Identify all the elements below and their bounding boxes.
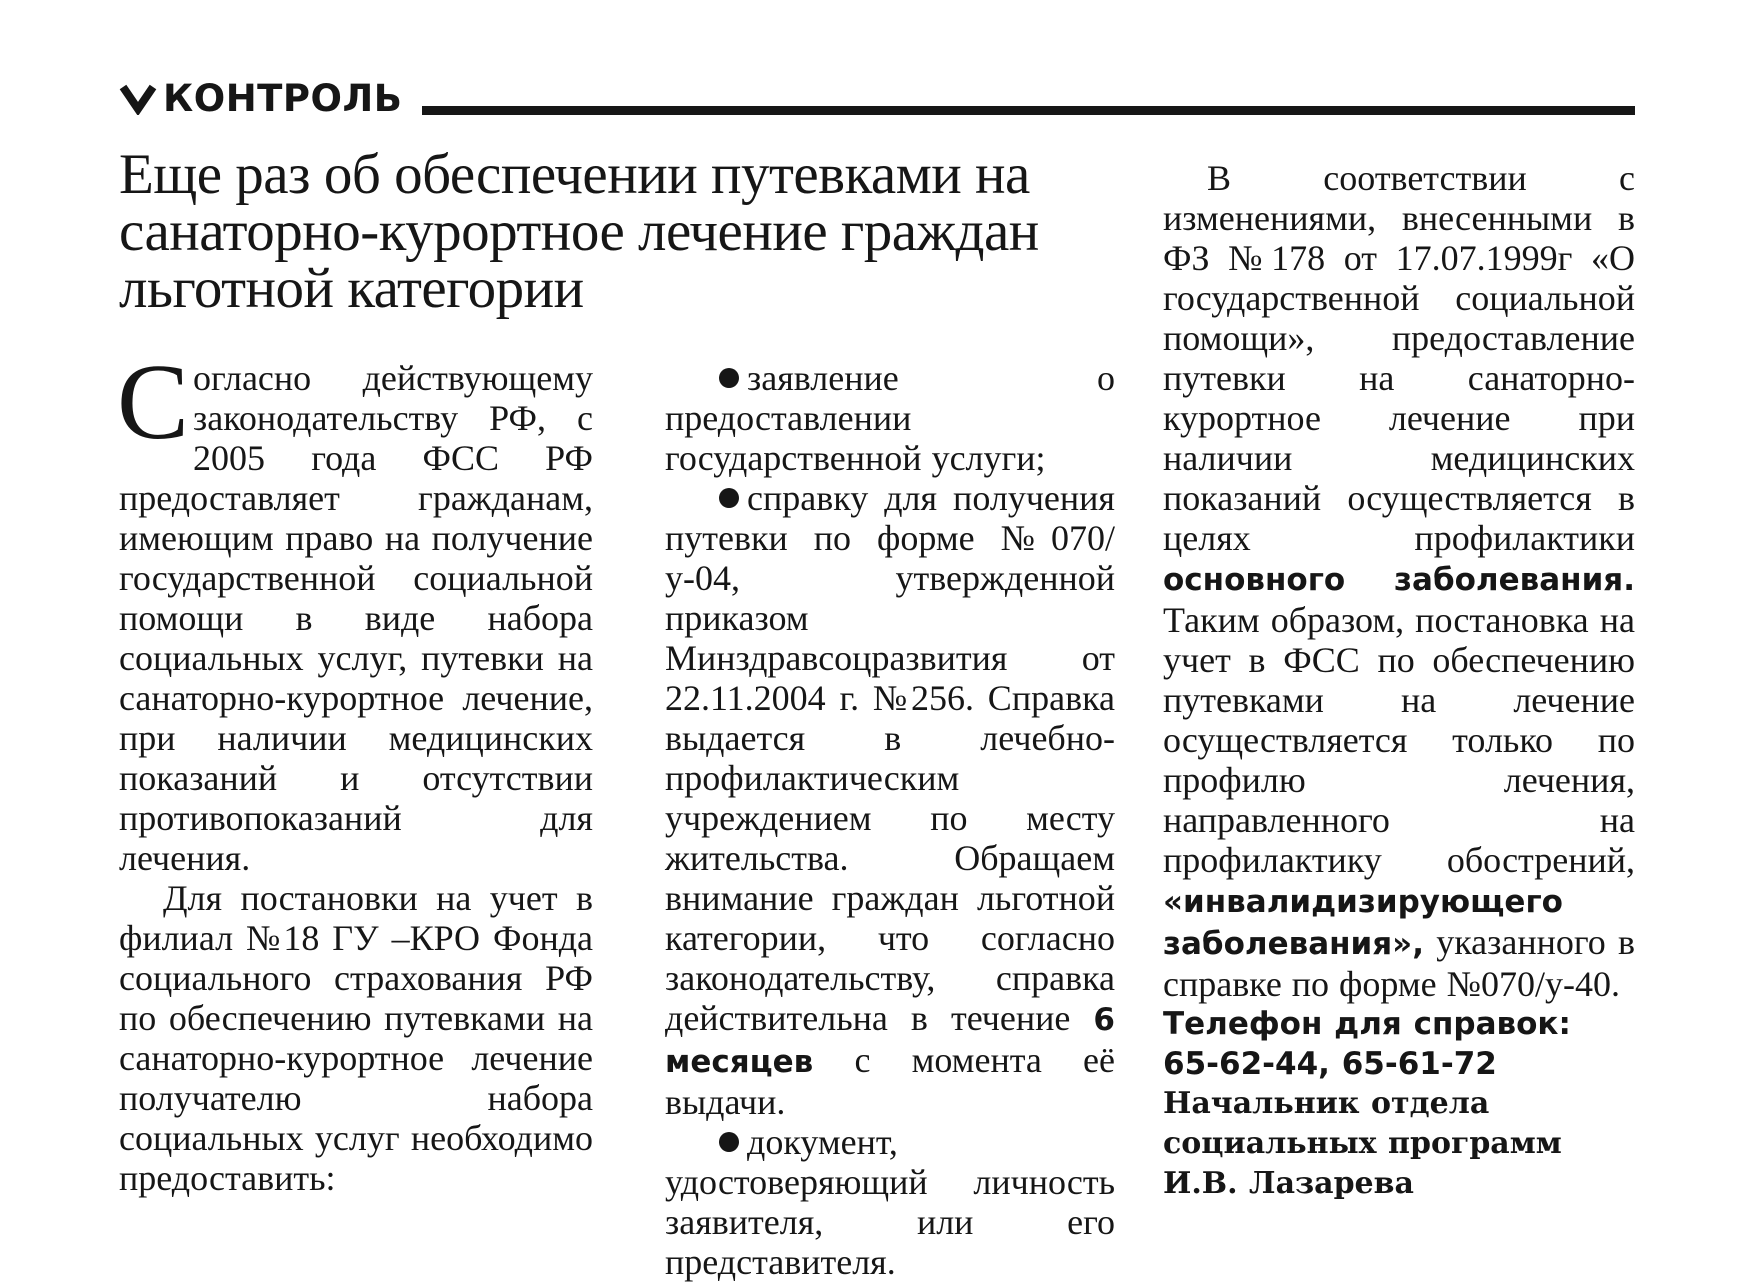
rubric-label: КОНТРОЛЬ [163, 77, 403, 120]
article-headline: Еще раз об обеспечении путевками на санаторно-курортное лечение граждан льготной категории [119, 143, 1039, 320]
signer-title-2: социальных программ [1163, 1126, 1562, 1161]
list-item-text: с момента её выдачи. [665, 1040, 1115, 1122]
section-rubric [119, 74, 402, 124]
chevron-down-icon [119, 83, 157, 115]
intro-text: огласно действующему законодательству РФ, с 2005 года ФСС РФ предоставляет гражданам, имеющим право на получение государственной социальной помощи в виде набора социальных услуг, путевки на санаторно-курортное лечение, при наличии медицинских показаний и отсутствии противопоказаний для лечения. [119, 358, 593, 878]
list-item [665, 358, 1115, 478]
list-item [665, 478, 1115, 1122]
bullet-icon [719, 1132, 739, 1152]
signer-title-1: Начальник отдела [1163, 1086, 1490, 1121]
column-1 [117, 343, 593, 1198]
column-3 [1163, 158, 1635, 1204]
emphasis: основного заболевания. [1163, 562, 1635, 598]
text-run: В соответствии с изменениями, внесенными в ФЗ №178 от 17.07.1999г «О государственной социальной помощи», предоставление путевки на санаторно-курортное лечение при наличии медицинских показаний осуществляется в целях профилактики [1163, 158, 1635, 558]
bullet-icon [719, 368, 739, 388]
emphasis: «инвалидизирующего заболевания», [1163, 884, 1563, 962]
column-2 [665, 358, 1115, 1282]
paragraph-changes [1163, 158, 1635, 1004]
paragraph-intro [117, 343, 593, 878]
list-item [665, 1122, 1115, 1282]
text-run: указанного в справке по форме №070/у-40. [1163, 922, 1635, 1004]
phone-label: Телефон для справок: [1163, 1006, 1571, 1042]
validity-period: 6 месяцев [665, 1002, 1115, 1080]
bullet-icon [719, 488, 739, 508]
text-run: Таким образом, постановка на учет в ФСС по обеспечению путевками на лечение осуществляется только по профилю лечения, направленного на профилактику обострений, [1163, 600, 1635, 880]
list-item-text: справку для получения путевки по форме №070/у-04, утвержденной приказом Минздравсоцразвития от 22.11.2004 г. №256. Справка выдается в лечебно-профилактическим учреждением по месту жительства. Обращаем внимание граждан льготной категории, что согласно законодательству, справка действительна в течение [665, 478, 1115, 1038]
signer-name: И.В. Лазарева [1163, 1166, 1414, 1201]
rubric-rule [422, 106, 1635, 115]
paragraph-registration: Для постановки на учет в филиал №18 ГУ –КРО Фонда социального страхования РФ по обеспечению путевками на санаторно-курортное лечение получателю набора социальных услуг необходимо предоставить: [119, 878, 593, 1198]
drop-cap: С [117, 343, 190, 462]
phone-numbers: 65-62-44, 65-61-72 [1163, 1046, 1497, 1082]
list-item-text: заявление о предоставлении государственной услуги; [665, 358, 1115, 478]
list-item-text: документ, удостоверяющий личность заявителя, или его представителя. [665, 1122, 1115, 1282]
